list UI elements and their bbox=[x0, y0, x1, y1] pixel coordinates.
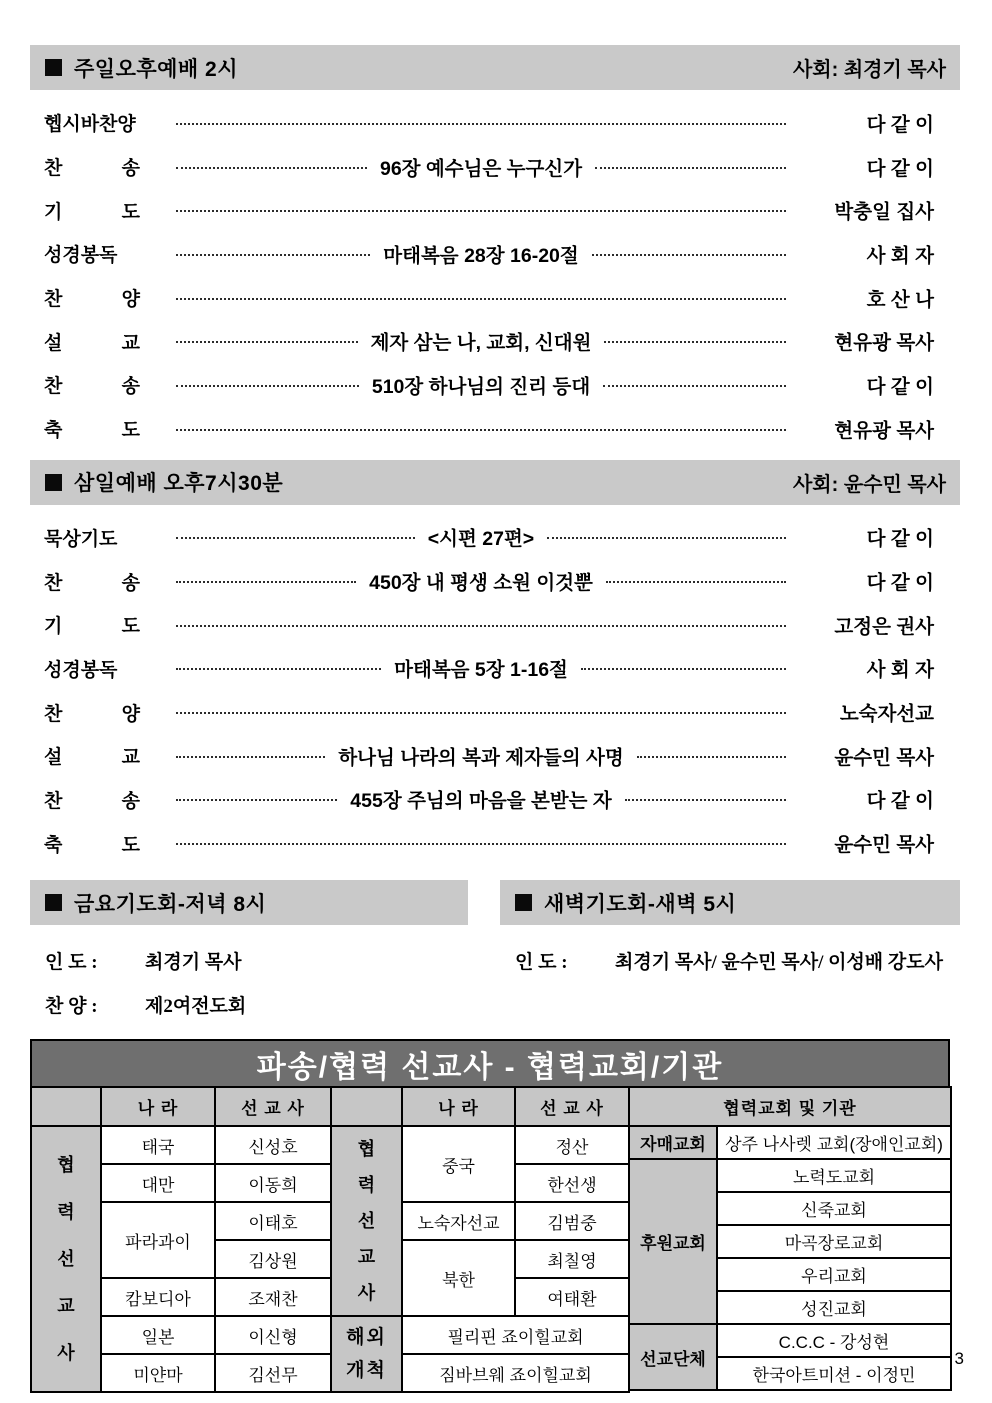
section-title: 금요기도회-저녁 8시 bbox=[74, 892, 267, 916]
country-cell: 미얀마 bbox=[101, 1354, 215, 1392]
country-cell: 태국 bbox=[101, 1126, 215, 1164]
moderator-label: 사회: 윤수민 목사 bbox=[792, 473, 946, 496]
square-bullet-icon bbox=[45, 894, 62, 911]
service-performer: 다 같 이 bbox=[866, 113, 934, 136]
dotted-leader bbox=[176, 668, 381, 670]
partner-group-label: 후원교회 bbox=[629, 1159, 717, 1324]
country-cell: 일본 bbox=[101, 1316, 215, 1354]
service-detail: 마태복음 5장 1-16절 bbox=[394, 659, 568, 682]
dotted-leader bbox=[606, 581, 786, 583]
service-order-list-2 bbox=[30, 505, 960, 875]
overseas-church-cell: 필리핀 죠이힐교회 bbox=[402, 1316, 629, 1354]
mission-table-title: 파송/협력 선교사 - 협력교회/기관 bbox=[30, 1039, 950, 1086]
partner-header: 협력교회 및 기관 bbox=[629, 1087, 951, 1126]
partner-cell: 신죽교회 bbox=[717, 1192, 951, 1225]
missionary-cell: 한선생 bbox=[515, 1164, 629, 1202]
service-label: 찬 양 bbox=[44, 703, 140, 725]
dotted-leader bbox=[625, 799, 786, 801]
dotted-leader bbox=[176, 254, 370, 256]
service-label: 축 도 bbox=[44, 420, 140, 442]
service-row bbox=[44, 101, 934, 145]
service-label: 설 교 bbox=[44, 747, 140, 769]
dotted-leader bbox=[595, 167, 786, 169]
section-header-samil bbox=[30, 460, 960, 505]
service-label: 성경봉독 bbox=[44, 659, 118, 681]
service-detail: 450장 내 평생 소원 이것뿐 bbox=[369, 572, 593, 595]
dawn-prayer-meeting bbox=[500, 880, 960, 1026]
service-row bbox=[44, 363, 934, 407]
country-cell: 노숙자선교 bbox=[402, 1202, 515, 1240]
mission-table-middle bbox=[330, 1086, 630, 1393]
service-label: 찬 송 bbox=[44, 790, 140, 812]
overseas-church-cell: 짐바브웨 죠이힐교회 bbox=[402, 1354, 629, 1392]
missionary-cell: 김상원 bbox=[215, 1240, 331, 1278]
missionary-cell: 이동희 bbox=[215, 1164, 331, 1202]
partner-cell: 마곡장로교회 bbox=[717, 1225, 951, 1258]
country-cell: 파라과이 bbox=[101, 1202, 215, 1278]
service-label: 묵상기도 bbox=[44, 528, 118, 550]
service-performer: 사 회 자 bbox=[866, 659, 934, 682]
service-detail: 마태복음 28장 16-20절 bbox=[383, 244, 579, 267]
meeting-person: 최경기 목사 bbox=[145, 951, 242, 973]
section-header-dawn bbox=[500, 880, 960, 925]
country-header: 나 라 bbox=[402, 1087, 515, 1126]
group-label-cell: 협력선교사 bbox=[31, 1126, 101, 1392]
service-row bbox=[44, 145, 934, 189]
group-label-cell: 협력선교사 bbox=[331, 1126, 402, 1316]
dotted-leader bbox=[176, 123, 786, 125]
partner-cell: C.C.C - 강성현 bbox=[717, 1324, 951, 1357]
service-label: 찬 송 bbox=[44, 572, 140, 594]
section-header-left bbox=[45, 53, 238, 83]
service-row bbox=[44, 407, 934, 451]
partner-cell: 한국아트미션 - 이정민 bbox=[717, 1357, 951, 1390]
service-label: 축 도 bbox=[44, 834, 140, 856]
partner-cell: 성진교회 bbox=[717, 1291, 951, 1324]
service-row bbox=[44, 276, 934, 320]
service-detail: 510장 하나님의 진리 등대 bbox=[371, 375, 591, 398]
square-bullet-icon bbox=[515, 894, 532, 911]
service-row bbox=[44, 188, 934, 232]
meeting-person: 최경기 목사/ 윤수민 목사/ 이성배 강도사 bbox=[615, 951, 943, 973]
missionary-cell: 이신형 bbox=[215, 1316, 331, 1354]
mission-table-right bbox=[628, 1086, 952, 1391]
dotted-leader bbox=[176, 210, 786, 212]
mission-table bbox=[30, 1039, 950, 1393]
missionary-cell: 신성호 bbox=[215, 1126, 331, 1164]
service-label: 성경봉독 bbox=[44, 245, 118, 267]
service-label: 기 도 bbox=[44, 616, 140, 638]
service-order-list-1 bbox=[30, 90, 960, 460]
country-cell: 대만 bbox=[101, 1164, 215, 1202]
service-row bbox=[44, 319, 934, 363]
square-bullet-icon bbox=[45, 474, 62, 491]
dotted-leader bbox=[603, 385, 786, 387]
service-label: 설 교 bbox=[44, 332, 140, 354]
meeting-row bbox=[45, 938, 468, 982]
service-label: 찬 송 bbox=[44, 376, 140, 398]
service-row bbox=[44, 559, 934, 603]
missionary-cell: 김선무 bbox=[215, 1354, 331, 1392]
missionary-header: 선 교 사 bbox=[515, 1087, 629, 1126]
dotted-leader bbox=[176, 385, 359, 387]
dotted-leader bbox=[592, 254, 786, 256]
moderator-label: 사회: 최경기 목사 bbox=[792, 59, 946, 81]
missionary-cell: 김범중 bbox=[515, 1202, 629, 1240]
dotted-leader bbox=[176, 167, 367, 169]
service-performer: 노숙자선교 bbox=[839, 703, 934, 726]
dotted-leader bbox=[176, 537, 415, 539]
service-row bbox=[44, 821, 934, 865]
service-performer: 윤수민 목사 bbox=[834, 834, 934, 857]
section-header-friday bbox=[30, 880, 468, 925]
service-row bbox=[44, 778, 934, 822]
section-title: 주일오후예배 2시 bbox=[74, 57, 239, 81]
dotted-leader bbox=[637, 756, 786, 758]
service-performer: 다 같 이 bbox=[866, 572, 934, 595]
partner-group-label: 자매교회 bbox=[629, 1126, 717, 1159]
service-detail: 하나님 나라의 복과 제자들의 사명 bbox=[338, 746, 624, 769]
meeting-row bbox=[45, 982, 468, 1026]
meeting-role-label: 찬 양 : bbox=[45, 995, 98, 1017]
service-performer: 윤수민 목사 bbox=[834, 746, 934, 769]
dotted-leader bbox=[604, 341, 786, 343]
partner-cell: 우리교회 bbox=[717, 1258, 951, 1291]
country-cell: 캄보디아 bbox=[101, 1278, 215, 1316]
service-performer: 다 같 이 bbox=[866, 528, 934, 551]
service-performer: 다 같 이 bbox=[866, 375, 934, 398]
square-bullet-icon bbox=[45, 59, 62, 76]
service-row bbox=[44, 690, 934, 734]
service-performer: 호 산 나 bbox=[866, 288, 934, 311]
dotted-leader bbox=[176, 712, 786, 714]
service-performer: 현유광 목사 bbox=[834, 419, 934, 442]
partner-group-label: 선교단체 bbox=[629, 1324, 717, 1390]
country-cell: 중국 bbox=[402, 1126, 515, 1202]
missionary-cell: 정산 bbox=[515, 1126, 629, 1164]
partner-cell: 상주 나사렛 교회(장애인교회) bbox=[717, 1126, 951, 1159]
dotted-leader bbox=[176, 581, 356, 583]
missionary-cell: 여태환 bbox=[515, 1278, 629, 1316]
partner-cell: 노력도교회 bbox=[717, 1159, 951, 1192]
country-header: 나 라 bbox=[101, 1087, 215, 1126]
dotted-leader bbox=[176, 756, 325, 758]
service-row bbox=[44, 603, 934, 647]
service-detail: 455장 주님의 마음을 본받는 자 bbox=[350, 790, 612, 813]
service-label: 찬 송 bbox=[44, 158, 140, 180]
section-header-sunday-afternoon bbox=[30, 45, 960, 90]
service-performer: 박충일 집사 bbox=[834, 201, 934, 224]
dotted-leader bbox=[176, 625, 786, 627]
empty-header-cell bbox=[31, 1087, 101, 1126]
service-label: 찬 양 bbox=[44, 289, 140, 311]
service-row bbox=[44, 647, 934, 691]
service-detail: <시편 27편> bbox=[427, 528, 535, 551]
missionary-cell: 조재찬 bbox=[215, 1278, 331, 1316]
friday-prayer-meeting bbox=[30, 880, 468, 1026]
dotted-leader bbox=[176, 799, 337, 801]
service-performer: 고정은 권사 bbox=[834, 615, 934, 638]
section-title: 삼일예배 오후7시30분 bbox=[74, 472, 284, 495]
mission-table-left bbox=[30, 1086, 332, 1393]
dotted-leader bbox=[581, 668, 786, 670]
empty-header-cell bbox=[331, 1087, 402, 1126]
dotted-leader bbox=[176, 298, 786, 300]
service-detail: 96장 예수님은 누구신가 bbox=[379, 157, 583, 180]
service-row bbox=[44, 734, 934, 778]
service-label: 기 도 bbox=[44, 201, 140, 223]
dotted-leader bbox=[547, 537, 786, 539]
section-title: 새벽기도회-새벽 5시 bbox=[544, 892, 737, 916]
dotted-leader bbox=[176, 429, 786, 431]
service-label: 헵시바찬양 bbox=[44, 114, 136, 136]
dotted-leader bbox=[176, 341, 358, 343]
missionary-cell: 최칠영 bbox=[515, 1240, 629, 1278]
service-row bbox=[44, 516, 934, 560]
prayer-meetings bbox=[30, 880, 960, 1026]
missionary-cell: 이태호 bbox=[215, 1202, 331, 1240]
service-row bbox=[44, 232, 934, 276]
service-performer: 현유광 목사 bbox=[834, 332, 934, 355]
missionary-header: 선 교 사 bbox=[215, 1087, 331, 1126]
meeting-role-label: 인 도 : bbox=[515, 951, 568, 973]
country-cell: 북한 bbox=[402, 1240, 515, 1316]
meeting-role-label: 인 도 : bbox=[45, 951, 98, 973]
page-number: 3 bbox=[954, 1349, 964, 1368]
service-performer: 다 같 이 bbox=[866, 790, 934, 813]
service-performer: 사 회 자 bbox=[866, 244, 934, 267]
meeting-person: 제2여전도회 bbox=[145, 995, 247, 1017]
service-detail: 제자 삼는 나, 교회, 신대원 bbox=[370, 332, 592, 355]
meeting-row bbox=[515, 938, 960, 982]
section-header-left bbox=[45, 467, 283, 497]
dotted-leader bbox=[176, 843, 786, 845]
overseas-label-cell: 해외개척 bbox=[331, 1316, 402, 1392]
service-performer: 다 같 이 bbox=[866, 157, 934, 180]
